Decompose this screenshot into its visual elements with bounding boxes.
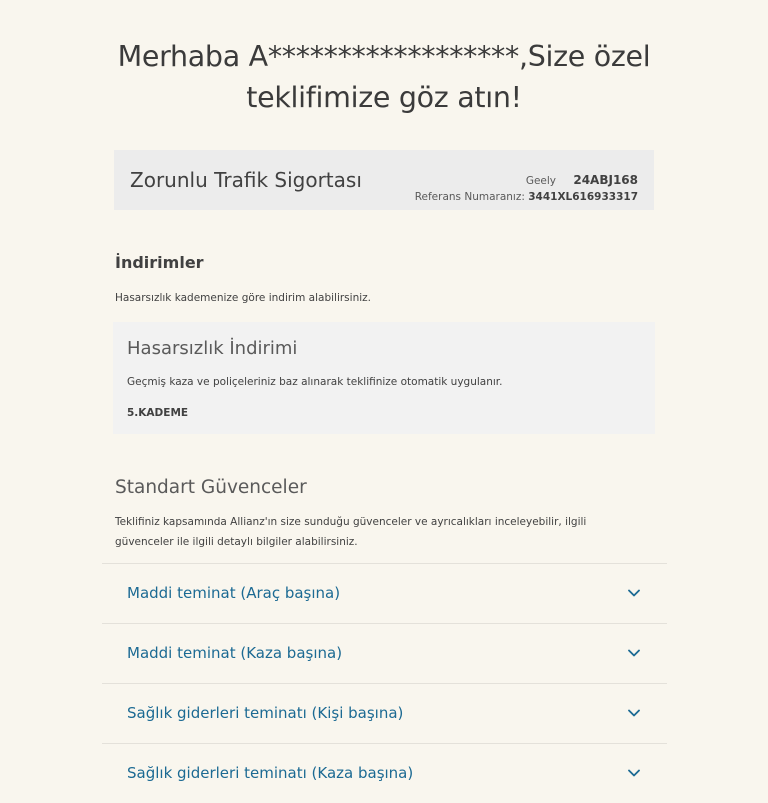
vehicle-brand: Geely [525, 175, 556, 187]
discount-card-description: Geçmiş kaza ve poliçeleriniz baz alınarak teklifinize otomatik uygulanır. [127, 376, 503, 388]
greeting-line-2: teklifimize göz atın! [246, 81, 522, 114]
standard-coverages-title: Standart Güvenceler [115, 477, 307, 498]
greeting-heading [0, 36, 768, 118]
accordion-item-health-per-person[interactable] [102, 683, 667, 743]
discount-card-title: Hasarsızlık İndirimi [127, 338, 298, 359]
accordion-label: Sağlık giderleri teminatı (Kişi başına) [127, 704, 404, 722]
product-summary-card [114, 150, 654, 210]
standard-coverages-description: Teklifiniz kapsamında Allianz'ın size sunduğu güvenceler ve ayrıcalıkları inceleyebilir, ilgili güvenceler ile ilgili detaylı bilgiler alabilirsiniz. [115, 516, 587, 548]
accordion-label: Sağlık giderleri teminatı (Kaza başına) [127, 764, 414, 782]
greeting-line-1: Merhaba A******************,Size özel [117, 40, 651, 73]
coverage-accordion [102, 563, 667, 803]
vehicle-info [526, 173, 638, 187]
vehicle-plate: 24ABJ168 [573, 173, 638, 187]
accordion-item-material-per-accident[interactable] [102, 623, 667, 683]
chevron-down-icon[interactable] [627, 766, 641, 780]
accordion-label: Maddi teminat (Kaza başına) [127, 644, 343, 662]
reference-info [415, 191, 638, 203]
chevron-down-icon[interactable] [627, 646, 641, 660]
accordion-item-material-per-vehicle[interactable] [102, 563, 667, 623]
chevron-down-icon[interactable] [627, 586, 641, 600]
reference-label: Referans Numaranız: [414, 191, 525, 203]
no-claims-discount-card [113, 322, 655, 434]
discount-level: 5.KADEME [127, 407, 189, 419]
reference-number: 3441XL616933317 [528, 191, 638, 203]
accordion-label: Maddi teminat (Araç başına) [127, 584, 341, 602]
product-title: Zorunlu Trafik Sigortası [130, 168, 362, 192]
chevron-down-icon[interactable] [627, 706, 641, 720]
discounts-title: İndirimler [115, 253, 204, 272]
accordion-item-health-per-accident[interactable] [102, 743, 667, 803]
discounts-description: Hasarsızlık kademenize göre indirim alabilirsiniz. [115, 292, 371, 304]
